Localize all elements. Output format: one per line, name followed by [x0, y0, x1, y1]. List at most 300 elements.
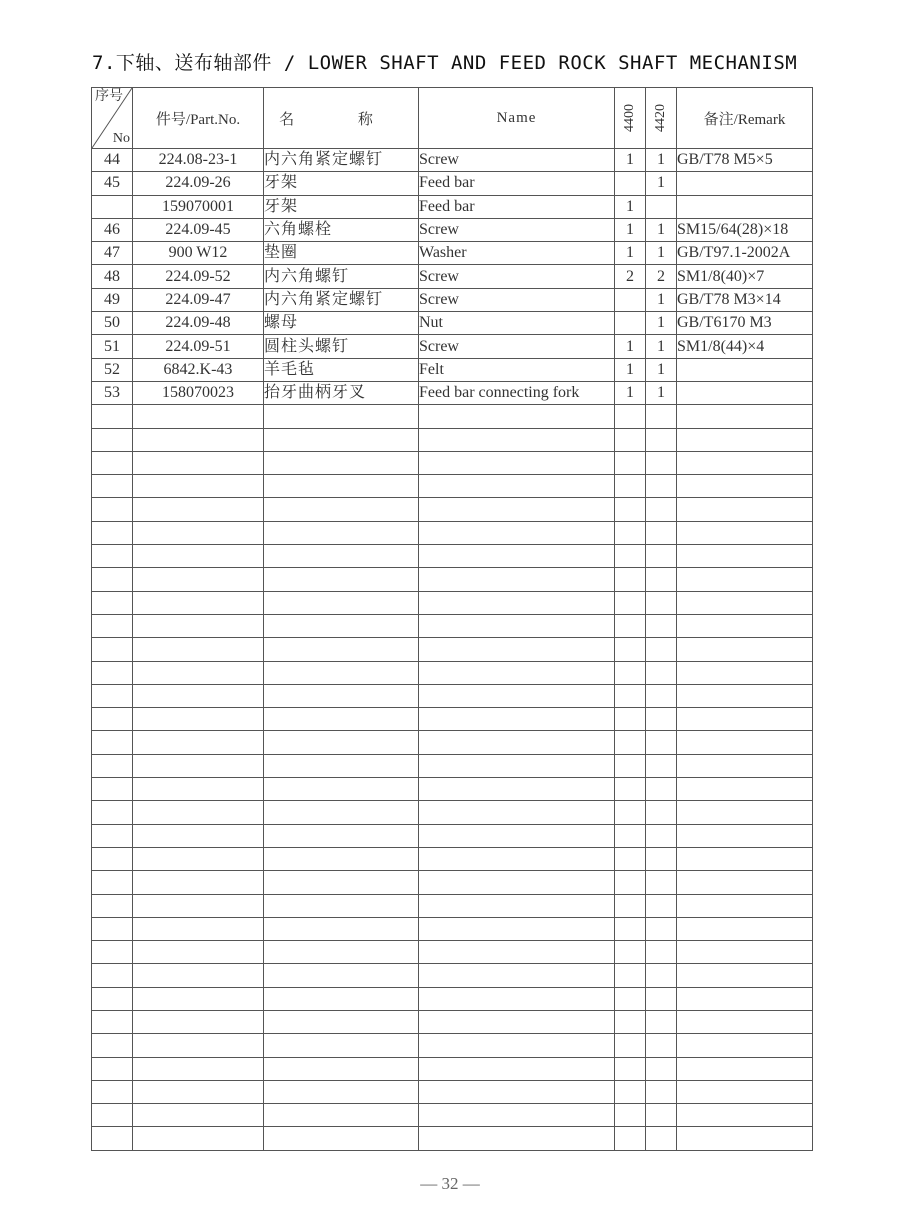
cell-part-no: 158070023	[133, 381, 264, 404]
cell-no	[92, 661, 133, 684]
cell-no	[92, 801, 133, 824]
header-no-english: No	[112, 131, 130, 146]
cell-name-english: Screw	[419, 288, 615, 311]
cell-qty-4400	[615, 1010, 646, 1033]
table-row	[92, 614, 813, 637]
cell-no	[92, 1127, 133, 1150]
cell-qty-4400	[615, 1127, 646, 1150]
cell-remark	[677, 498, 813, 521]
cell-qty-4420	[646, 545, 677, 568]
cell-qty-4400	[615, 405, 646, 428]
cell-name-chinese	[264, 708, 419, 731]
table-row	[92, 847, 813, 870]
cell-part-no: 224.09-52	[133, 265, 264, 288]
cell-name-chinese: 内六角螺钉	[264, 265, 419, 288]
cell-name-chinese	[264, 801, 419, 824]
cell-name-chinese	[264, 917, 419, 940]
cell-part-no: 900 W12	[133, 242, 264, 265]
cell-qty-4420	[646, 731, 677, 754]
table-row	[92, 545, 813, 568]
cell-remark	[677, 941, 813, 964]
cell-qty-4420: 1	[646, 218, 677, 241]
cell-name-english	[419, 964, 615, 987]
cell-part-no	[133, 475, 264, 498]
cell-name-chinese	[264, 731, 419, 754]
table-row	[92, 778, 813, 801]
cell-no: 46	[92, 218, 133, 241]
cell-qty-4420	[646, 1010, 677, 1033]
table-row	[92, 941, 813, 964]
table-row	[92, 917, 813, 940]
cell-name-english	[419, 521, 615, 544]
cell-qty-4420: 1	[646, 358, 677, 381]
cell-name-english: Screw	[419, 218, 615, 241]
cell-part-no	[133, 824, 264, 847]
cell-name-chinese: 螺母	[264, 312, 419, 335]
cell-name-english	[419, 638, 615, 661]
cell-name-chinese	[264, 451, 419, 474]
cell-no	[92, 1104, 133, 1127]
cell-remark	[677, 381, 813, 404]
cell-name-chinese	[264, 754, 419, 777]
cell-qty-4420	[646, 824, 677, 847]
table-row	[92, 824, 813, 847]
cell-part-no	[133, 1057, 264, 1080]
cell-remark	[677, 1057, 813, 1080]
cell-name-chinese: 内六角紧定螺钉	[264, 149, 419, 172]
cell-qty-4400	[615, 731, 646, 754]
cell-name-chinese	[264, 1034, 419, 1057]
cell-qty-4420	[646, 405, 677, 428]
table-row	[92, 1080, 813, 1103]
cell-no	[92, 871, 133, 894]
cell-no	[92, 894, 133, 917]
cell-qty-4420	[646, 1127, 677, 1150]
cell-qty-4400	[615, 568, 646, 591]
cell-name-english	[419, 1104, 615, 1127]
cell-remark: SM15/64(28)×18	[677, 218, 813, 241]
cell-name-english	[419, 1080, 615, 1103]
cell-no: 49	[92, 288, 133, 311]
cell-remark	[677, 172, 813, 195]
cell-name-english	[419, 1127, 615, 1150]
table-row	[92, 451, 813, 474]
cell-remark	[677, 1080, 813, 1103]
cell-remark: GB/T97.1-2002A	[677, 242, 813, 265]
cell-qty-4420	[646, 847, 677, 870]
cell-qty-4400	[615, 684, 646, 707]
cell-name-chinese	[264, 428, 419, 451]
cell-name-english	[419, 591, 615, 614]
cell-qty-4400	[615, 638, 646, 661]
header-name-english: Name	[419, 88, 615, 149]
cell-qty-4400	[615, 964, 646, 987]
cell-remark	[677, 847, 813, 870]
cell-remark	[677, 1034, 813, 1057]
table-row	[92, 428, 813, 451]
cell-part-no	[133, 1104, 264, 1127]
cell-remark	[677, 475, 813, 498]
cell-part-no	[133, 871, 264, 894]
cell-qty-4420	[646, 1104, 677, 1127]
cell-qty-4400	[615, 1034, 646, 1057]
cell-part-no	[133, 451, 264, 474]
cell-name-english	[419, 824, 615, 847]
cell-part-no	[133, 941, 264, 964]
table-row	[92, 195, 813, 218]
cell-part-no: 159070001	[133, 195, 264, 218]
cell-part-no: 224.09-45	[133, 218, 264, 241]
cell-no	[92, 475, 133, 498]
cell-name-chinese	[264, 661, 419, 684]
cell-qty-4400	[615, 894, 646, 917]
header-no	[92, 88, 133, 149]
cell-remark	[677, 731, 813, 754]
cell-qty-4420	[646, 498, 677, 521]
cell-remark	[677, 521, 813, 544]
cell-qty-4400	[615, 778, 646, 801]
cell-qty-4420	[646, 475, 677, 498]
cell-remark: SM1/8(44)×4	[677, 335, 813, 358]
cell-no	[92, 1057, 133, 1080]
cell-no	[92, 498, 133, 521]
table-row	[92, 242, 813, 265]
cell-no	[92, 917, 133, 940]
cell-name-chinese	[264, 614, 419, 637]
cell-no	[92, 1010, 133, 1033]
cell-part-no	[133, 917, 264, 940]
cell-name-english	[419, 475, 615, 498]
cell-part-no	[133, 521, 264, 544]
cell-no	[92, 451, 133, 474]
cell-remark	[677, 1104, 813, 1127]
cell-name-chinese	[264, 475, 419, 498]
cell-part-no	[133, 731, 264, 754]
cell-remark	[677, 568, 813, 591]
table-row	[92, 381, 813, 404]
cell-qty-4420	[646, 917, 677, 940]
cell-part-no	[133, 428, 264, 451]
cell-part-no	[133, 964, 264, 987]
cell-no: 50	[92, 312, 133, 335]
cell-qty-4400: 1	[615, 242, 646, 265]
table-body	[92, 149, 813, 1151]
cell-no: 51	[92, 335, 133, 358]
cell-qty-4420: 1	[646, 149, 677, 172]
cell-qty-4420	[646, 195, 677, 218]
cell-qty-4400	[615, 871, 646, 894]
cell-name-chinese	[264, 941, 419, 964]
cell-qty-4420	[646, 987, 677, 1010]
cell-no: 44	[92, 149, 133, 172]
cell-name-english	[419, 847, 615, 870]
cell-no	[92, 778, 133, 801]
cell-qty-4400: 1	[615, 195, 646, 218]
cell-part-no: 224.08-23-1	[133, 149, 264, 172]
cell-qty-4400	[615, 941, 646, 964]
cell-qty-4400	[615, 987, 646, 1010]
cell-no	[92, 568, 133, 591]
cell-no: 48	[92, 265, 133, 288]
table-row	[92, 335, 813, 358]
table-row	[92, 405, 813, 428]
cell-no	[92, 1034, 133, 1057]
cell-qty-4400	[615, 312, 646, 335]
header-qty-4400: 4400	[615, 88, 646, 149]
cell-qty-4420: 1	[646, 381, 677, 404]
cell-remark	[677, 917, 813, 940]
cell-name-english	[419, 684, 615, 707]
cell-remark	[677, 451, 813, 474]
header-name-chinese: 名 称	[264, 88, 419, 149]
cell-qty-4400	[615, 1080, 646, 1103]
cell-part-no: 224.09-47	[133, 288, 264, 311]
cell-qty-4400	[615, 428, 646, 451]
cell-name-chinese	[264, 964, 419, 987]
cell-name-chinese: 内六角紧定螺钉	[264, 288, 419, 311]
cell-part-no	[133, 847, 264, 870]
cell-no	[92, 1080, 133, 1103]
cell-qty-4400	[615, 591, 646, 614]
cell-name-english	[419, 614, 615, 637]
cell-name-english	[419, 405, 615, 428]
cell-remark	[677, 661, 813, 684]
cell-qty-4420	[646, 801, 677, 824]
cell-name-chinese: 抬牙曲柄牙叉	[264, 381, 419, 404]
cell-name-english: Screw	[419, 149, 615, 172]
cell-qty-4420	[646, 614, 677, 637]
cell-name-english: Feed bar	[419, 195, 615, 218]
cell-qty-4420	[646, 591, 677, 614]
cell-qty-4420	[646, 1080, 677, 1103]
cell-remark	[677, 638, 813, 661]
cell-qty-4420	[646, 428, 677, 451]
cell-name-chinese	[264, 871, 419, 894]
cell-name-chinese: 牙架	[264, 195, 419, 218]
cell-name-english	[419, 451, 615, 474]
cell-part-no: 224.09-51	[133, 335, 264, 358]
table-row	[92, 358, 813, 381]
table-row	[92, 312, 813, 335]
cell-no	[92, 545, 133, 568]
cell-name-english	[419, 754, 615, 777]
cell-name-english	[419, 1010, 615, 1033]
table-header-row	[92, 88, 813, 149]
cell-name-english: Feed bar	[419, 172, 615, 195]
cell-name-english: Washer	[419, 242, 615, 265]
cell-remark	[677, 778, 813, 801]
cell-part-no	[133, 1080, 264, 1103]
page-title: 7.下轴、送布轴部件 / LOWER SHAFT AND FEED ROCK SHAFT MECHANISM	[92, 52, 798, 74]
cell-name-chinese: 六角螺栓	[264, 218, 419, 241]
cell-part-no	[133, 708, 264, 731]
table-row	[92, 684, 813, 707]
cell-qty-4400	[615, 451, 646, 474]
cell-name-chinese	[264, 778, 419, 801]
cell-remark	[677, 754, 813, 777]
cell-qty-4400	[615, 1057, 646, 1080]
cell-name-english: Felt	[419, 358, 615, 381]
cell-part-no	[133, 661, 264, 684]
table-row	[92, 708, 813, 731]
cell-part-no	[133, 1010, 264, 1033]
cell-part-no: 224.09-26	[133, 172, 264, 195]
cell-remark	[677, 358, 813, 381]
table-row	[92, 894, 813, 917]
cell-qty-4420	[646, 638, 677, 661]
cell-no	[92, 847, 133, 870]
cell-name-english: Feed bar connecting fork	[419, 381, 615, 404]
cell-qty-4420	[646, 778, 677, 801]
cell-remark	[677, 801, 813, 824]
cell-remark	[677, 405, 813, 428]
cell-remark	[677, 614, 813, 637]
cell-remark	[677, 428, 813, 451]
cell-remark	[677, 1010, 813, 1033]
cell-name-chinese	[264, 684, 419, 707]
cell-name-chinese: 圆柱头螺钉	[264, 335, 419, 358]
cell-remark	[677, 545, 813, 568]
cell-remark	[677, 1127, 813, 1150]
cell-no	[92, 591, 133, 614]
table-row	[92, 475, 813, 498]
cell-qty-4400: 1	[615, 358, 646, 381]
cell-part-no	[133, 568, 264, 591]
table-row	[92, 987, 813, 1010]
cell-qty-4420	[646, 521, 677, 544]
cell-name-english	[419, 941, 615, 964]
cell-name-chinese	[264, 1127, 419, 1150]
cell-name-english	[419, 708, 615, 731]
cell-no	[92, 684, 133, 707]
table-row	[92, 754, 813, 777]
cell-name-english	[419, 428, 615, 451]
cell-name-chinese	[264, 1010, 419, 1033]
table-row	[92, 731, 813, 754]
table-row	[92, 801, 813, 824]
table-row	[92, 964, 813, 987]
cell-qty-4420	[646, 871, 677, 894]
cell-remark: GB/T78 M3×14	[677, 288, 813, 311]
cell-qty-4420	[646, 661, 677, 684]
cell-qty-4420: 1	[646, 288, 677, 311]
cell-part-no	[133, 894, 264, 917]
cell-qty-4420	[646, 451, 677, 474]
cell-name-english	[419, 894, 615, 917]
page-number: — 32 —	[420, 1174, 480, 1193]
cell-part-no	[133, 638, 264, 661]
cell-remark	[677, 824, 813, 847]
cell-remark: GB/T6170 M3	[677, 312, 813, 335]
cell-part-no	[133, 614, 264, 637]
cell-qty-4420: 1	[646, 335, 677, 358]
cell-part-no	[133, 801, 264, 824]
cell-name-chinese	[264, 847, 419, 870]
cell-part-no: 224.09-48	[133, 312, 264, 335]
cell-remark	[677, 894, 813, 917]
cell-no	[92, 405, 133, 428]
cell-name-chinese	[264, 987, 419, 1010]
cell-qty-4420	[646, 964, 677, 987]
cell-qty-4400	[615, 754, 646, 777]
cell-name-chinese	[264, 1104, 419, 1127]
cell-remark	[677, 195, 813, 218]
cell-qty-4400	[615, 521, 646, 544]
cell-part-no	[133, 1034, 264, 1057]
cell-name-english	[419, 545, 615, 568]
cell-qty-4420: 1	[646, 242, 677, 265]
cell-name-english: Screw	[419, 265, 615, 288]
table-row	[92, 638, 813, 661]
cell-no	[92, 195, 133, 218]
table-row	[92, 1127, 813, 1150]
table-row	[92, 218, 813, 241]
cell-name-chinese	[264, 568, 419, 591]
cell-name-chinese	[264, 405, 419, 428]
cell-name-chinese: 羊毛毡	[264, 358, 419, 381]
cell-qty-4400	[615, 288, 646, 311]
cell-name-english	[419, 1034, 615, 1057]
cell-name-english	[419, 801, 615, 824]
table-row	[92, 568, 813, 591]
cell-name-chinese	[264, 1057, 419, 1080]
table-row	[92, 521, 813, 544]
table-row	[92, 498, 813, 521]
cell-qty-4420	[646, 1034, 677, 1057]
cell-name-chinese	[264, 1080, 419, 1103]
cell-qty-4420	[646, 754, 677, 777]
cell-name-chinese: 牙架	[264, 172, 419, 195]
cell-qty-4420: 1	[646, 172, 677, 195]
cell-remark	[677, 684, 813, 707]
cell-qty-4420	[646, 894, 677, 917]
cell-name-chinese	[264, 638, 419, 661]
cell-remark: GB/T78 M5×5	[677, 149, 813, 172]
cell-qty-4400	[615, 172, 646, 195]
cell-qty-4420: 2	[646, 265, 677, 288]
cell-qty-4400	[615, 614, 646, 637]
table-row	[92, 172, 813, 195]
cell-qty-4400: 1	[615, 335, 646, 358]
table-row	[92, 661, 813, 684]
cell-name-english	[419, 731, 615, 754]
cell-remark	[677, 591, 813, 614]
cell-qty-4400	[615, 708, 646, 731]
cell-qty-4420	[646, 708, 677, 731]
table-row	[92, 871, 813, 894]
table-row	[92, 591, 813, 614]
cell-qty-4400	[615, 475, 646, 498]
cell-name-chinese	[264, 521, 419, 544]
cell-qty-4400: 1	[615, 149, 646, 172]
cell-name-chinese	[264, 824, 419, 847]
cell-name-english	[419, 498, 615, 521]
cell-qty-4420	[646, 941, 677, 964]
cell-name-english: Nut	[419, 312, 615, 335]
cell-part-no	[133, 591, 264, 614]
cell-remark	[677, 708, 813, 731]
cell-qty-4400	[615, 801, 646, 824]
cell-no	[92, 754, 133, 777]
cell-part-no	[133, 1127, 264, 1150]
cell-qty-4400	[615, 1104, 646, 1127]
cell-remark	[677, 964, 813, 987]
cell-qty-4420	[646, 684, 677, 707]
cell-no	[92, 708, 133, 731]
table-row	[92, 1057, 813, 1080]
cell-qty-4400	[615, 545, 646, 568]
cell-no	[92, 824, 133, 847]
